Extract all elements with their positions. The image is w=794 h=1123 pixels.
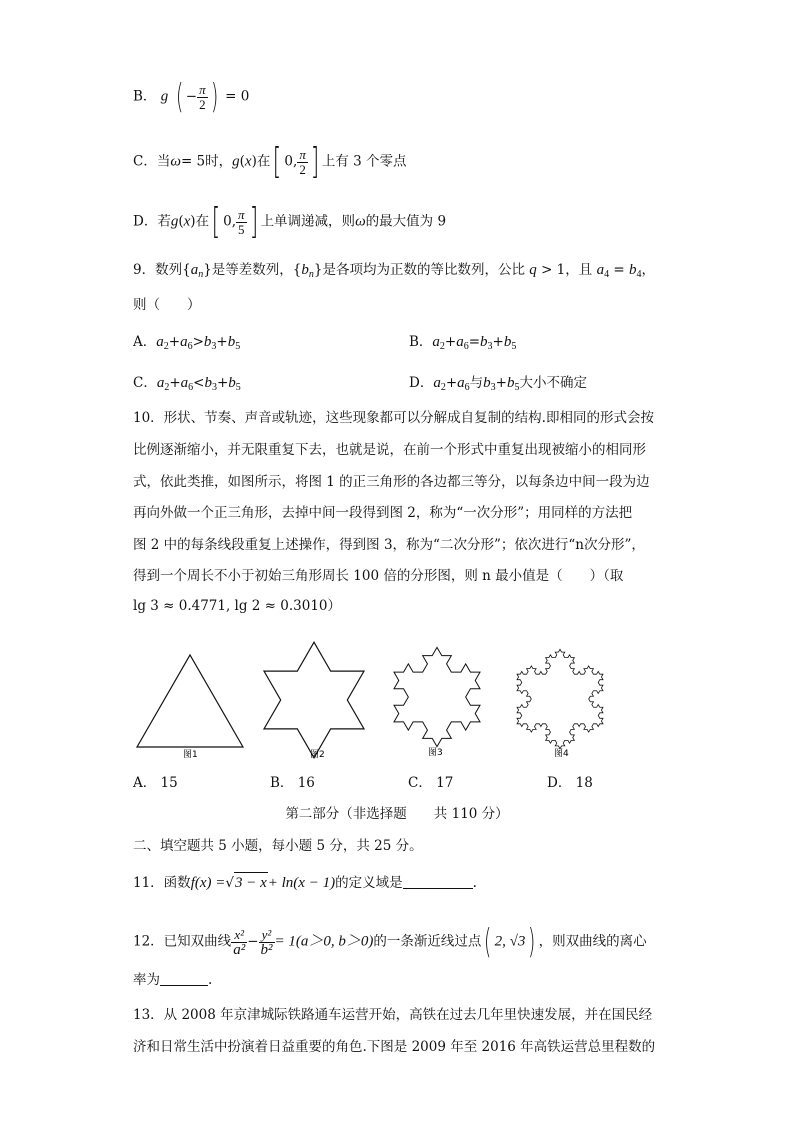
q9-option-b: B．$a_2+a_6=b_3+b_5$ bbox=[409, 334, 517, 352]
bracket-close: ] bbox=[310, 141, 320, 182]
comma: ， bbox=[641, 262, 655, 278]
q11-line: 11．函数f(x) =√3 − x+ ln(x − 1)的定义域是 . bbox=[133, 872, 477, 893]
seq-a: a bbox=[190, 262, 199, 278]
interval-start: 0, bbox=[284, 153, 298, 170]
in-text: 在 bbox=[195, 213, 210, 230]
section-two-heading: 二、填空题共 5 小题，每小题 5 分，共 25 分。 bbox=[133, 838, 423, 854]
sub-n: n bbox=[198, 269, 204, 280]
q9-option-d: D．$a_2+a_6$与$b_3+b_5$大小不确定 bbox=[409, 375, 587, 393]
fraction-pi-over-2: $\frac{\pi}{2}$ bbox=[199, 81, 206, 112]
function-g: g bbox=[170, 213, 179, 230]
minus-sign: − bbox=[185, 88, 198, 105]
equals-zero: = 0 bbox=[225, 88, 250, 105]
q12-line-2: 率为 . bbox=[133, 972, 213, 988]
ratio-q: q bbox=[529, 262, 537, 278]
q13-line-1: 13．从 2008 年京津城际铁路通车运营开始，高铁在过去几年里快速发展，并在国民经 bbox=[133, 1007, 653, 1023]
option-d-tail: 上单调递减，则 bbox=[260, 213, 356, 230]
bracket-open: [ bbox=[273, 141, 282, 182]
bracket-open: [ bbox=[211, 201, 221, 242]
q10-line-6: 得到一个周长不小于初始三角形周长 100 倍的分形图，则 n 最小值是（ ）（取 bbox=[133, 568, 624, 584]
omega-value: = 5时， bbox=[180, 153, 233, 170]
q9-text: 9．数列 bbox=[133, 262, 183, 278]
seq-a: a bbox=[596, 262, 605, 278]
q9-option-a: A．$a_2+a_6>b_3+b_5$ bbox=[133, 334, 241, 352]
answer-blank[interactable] bbox=[403, 888, 473, 889]
bracket-close: ] bbox=[249, 201, 258, 242]
option-label: D． bbox=[409, 375, 434, 391]
paren-open: ( bbox=[175, 77, 183, 117]
variable-x: x bbox=[244, 153, 252, 170]
figure-caption-1: 图1 bbox=[183, 750, 198, 760]
seq-b: b bbox=[301, 262, 309, 278]
option-label: C．当 bbox=[133, 153, 171, 170]
q9-text: 是等差数列， bbox=[211, 262, 293, 278]
q10-line-1: 10．形状、节奏、声音或轨迹，这些现象都可以分解成自复制的结构.即相同的形式会按 bbox=[133, 410, 654, 426]
figure-2-star bbox=[264, 642, 364, 757]
q9-stem: 9．数列$\{a_n\}$是等差数列，$\{b_n\}$是各项均为正数的等比数列，公比 q > 1，且 $a_4 = b_4$， bbox=[133, 262, 655, 280]
q10-option-c: C． 17 bbox=[408, 775, 454, 791]
sub-4: 4 bbox=[604, 269, 610, 280]
in-text: 在 bbox=[256, 153, 271, 170]
answer-blank[interactable] bbox=[160, 985, 208, 986]
q10-line-2: 比例逐渐缩小，并无限重复下去，也就是说，在前一个形式中重复出现被缩小的相同形 bbox=[133, 442, 646, 458]
interval-start: 0, bbox=[223, 213, 236, 230]
variable-x: x bbox=[183, 213, 191, 230]
option-b-line bbox=[133, 77, 250, 117]
q9-text: > 1，且 bbox=[541, 262, 593, 278]
figure-3-koch bbox=[394, 647, 480, 746]
q10-line-4: 再向外做一个正三角形，去掉中间一段得到图 2，称为“一次分形”；用同样的方法把 bbox=[133, 505, 633, 521]
figure-caption-4: 图4 bbox=[554, 749, 569, 759]
figure-1-triangle bbox=[137, 655, 243, 747]
option-c-tail: 上有 3 个零点 bbox=[321, 153, 407, 170]
function-g: g bbox=[160, 88, 169, 105]
q10-lg-line: lg 3 ≈ 0.4771, lg 2 ≈ 0.3010） bbox=[133, 598, 342, 614]
q10-line-5: 图 2 中的每条线段重复上述操作，得到图 3，称为“二次分形”；依次进行“n次分形”， bbox=[133, 537, 645, 553]
option-label: B． bbox=[409, 334, 433, 350]
function-g: g bbox=[232, 153, 240, 170]
equals: = bbox=[613, 262, 625, 278]
figure-caption-2: 图2 bbox=[310, 750, 325, 760]
option-c-line: C．当ω= 5时，g(x)在[ 0, $\frac{\pi}{2}$ ] 上有 3 个零点 bbox=[133, 141, 407, 182]
omega-symbol: ω bbox=[170, 153, 181, 170]
q12-line: 12．已知双曲线 $\frac{\text{x²}}{\text{a²}}$ − $\frac{\text{y²}}{\text{b²}}$ = 1(a＞0, b＞0)的一条渐近线过点( 2, √3) ，则双曲线的离心 bbox=[133, 922, 647, 962]
option-label: B． bbox=[133, 88, 157, 105]
option-label: D．若 bbox=[133, 213, 171, 230]
option-d-line: D．若g(x)在[ 0, $\frac{\pi}{5}$ ] 上单调递减，则ω的最大值为 9 bbox=[133, 201, 447, 242]
figure-caption-3: 图3 bbox=[428, 748, 443, 758]
fractal-figures bbox=[130, 624, 630, 764]
q9-text: 是各项均为正数的等比数列，公比 bbox=[322, 262, 525, 278]
option-label: C． bbox=[133, 375, 157, 391]
q10-option-a: A． 15 bbox=[133, 775, 178, 791]
option-d-tail2: 的最大值为 9 bbox=[365, 213, 447, 230]
q10-option-d: D． 18 bbox=[547, 775, 593, 791]
q13-line-2: 济和日常生活中扮演着日益重要的角色.下图是 2009 年至 2016 年高铁运营总里程数的 bbox=[133, 1039, 656, 1055]
q9-option-c: C．$a_2+a_6<b_3+b_5$ bbox=[133, 375, 241, 393]
fraction-pi-over-2: $\frac{\pi}{2}$ bbox=[299, 146, 306, 177]
sub-4: 4 bbox=[636, 269, 642, 280]
paren-close: ) bbox=[210, 77, 218, 117]
fraction-pi-over-5: $\frac{\pi}{5}$ bbox=[238, 206, 245, 237]
figure-4-koch bbox=[517, 649, 603, 748]
part-two-heading: 第二部分（非选择题 共 110 分） bbox=[285, 806, 509, 822]
q10-line-3: 式，依此类推，如图所示，将图 1 的正三角形的各边都三等分，以每条边中间一段为边 bbox=[133, 474, 650, 490]
seq-b: b bbox=[628, 262, 637, 278]
q10-option-b: B． 16 bbox=[270, 775, 315, 791]
sub-n: n bbox=[308, 269, 314, 280]
omega-symbol: ω bbox=[355, 213, 366, 230]
q9-stem-line2: 则（ ） bbox=[133, 297, 201, 313]
option-label: A． bbox=[133, 334, 157, 350]
